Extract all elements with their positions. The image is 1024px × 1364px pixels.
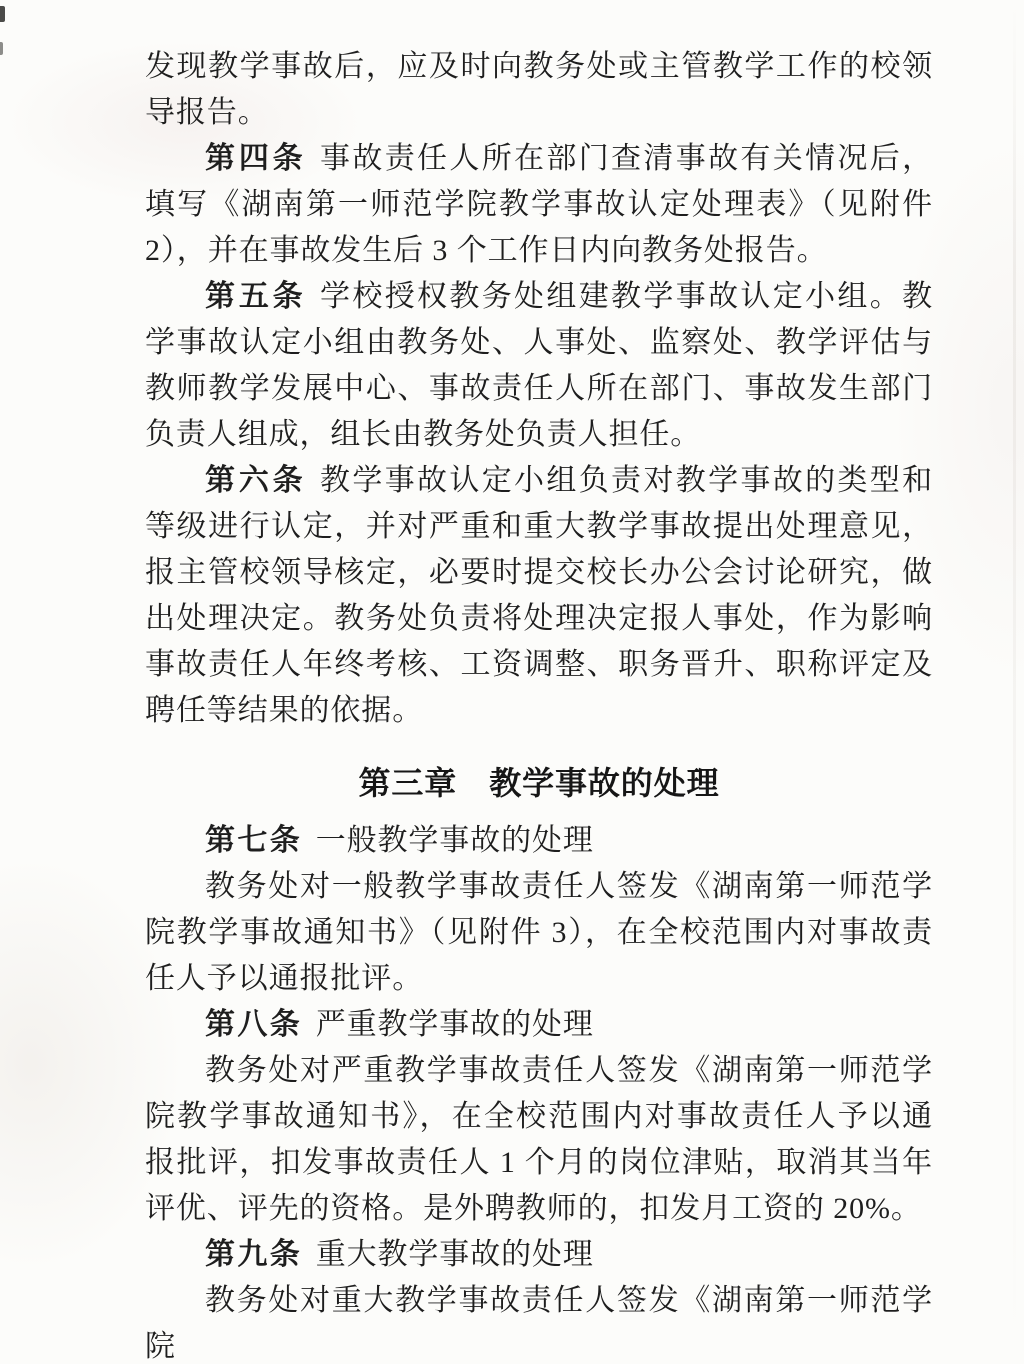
- article-6-text: 教学事故认定小组负责对教学事故的类型和等级进行认定，并对严重和重大教学事故提出处理意见，报主管校领导核定，必要时提交校长办公会讨论研究，做出处理决定。教务处负责将处理决定报人事处，作为影响事故责任人年终考核、工资调整、职务晋升、职称评定及聘任等结果的依据。: [145, 464, 933, 727]
- chapter-heading: [145, 760, 933, 806]
- chapter-number: 第三章: [358, 765, 458, 801]
- article-5-label: 第五条: [205, 280, 307, 313]
- scan-edge-artifact: [0, 6, 5, 22]
- chapter-title: 教学事故的处理: [489, 765, 720, 801]
- article-4-label: 第四条: [205, 142, 307, 175]
- document-text-column: [145, 44, 933, 1364]
- paragraph-article-9-body-cutoff: 教务处对重大教学事故责任人签发《湖南第一师范学院: [145, 1284, 933, 1363]
- article-7-text: 一般教学事故的处理: [315, 824, 594, 857]
- paragraph-article-8-body: 教务处对严重教学事故责任人签发《湖南第一师范学院教学事故通知书》，在全校范围内对事故责任人予以通报批评，扣发事故责任人 1 个月的岗位津贴，取消其当年评优、评先的资格。是外聘教师的，扣发月工资的 20%。: [145, 1054, 933, 1225]
- article-4-text: 事故责任人所在部门查清事故有关情况后，填写《湖南第一师范学院教学事故认定处理表》（见附件 2），并在事故发生后 3 个工作日内向教务处报告。: [145, 142, 933, 267]
- paragraph-article-5: [145, 274, 933, 458]
- article-5-text: 学校授权教务处组建教学事故认定小组。教学事故认定小组由教务处、人事处、监察处、教学评估与教师教学发展中心、事故责任人所在部门、事故发生部门负责人组成，组长由教务处负责人担任。: [145, 280, 933, 451]
- article-8-text: 严重教学事故的处理: [315, 1008, 594, 1041]
- paragraph-article-7: [145, 818, 933, 864]
- paragraph-continuation: 发现教学事故后，应及时向教务处或主管教学工作的校领导报告。: [145, 50, 933, 129]
- paragraph-article-4: [145, 136, 933, 274]
- paragraph-article-6: [145, 458, 933, 734]
- article-9-label: 第九条: [205, 1238, 303, 1271]
- article-7-label: 第七条: [205, 824, 303, 857]
- article-6-label: 第六条: [205, 464, 307, 497]
- paragraph-article-8: [145, 1002, 933, 1048]
- paragraph-article-7-body: 教务处对一般教学事故责任人签发《湖南第一师范学院教学事故通知书》（见附件 3），在全校范围内对事故责任人予以通报批评。: [145, 870, 933, 995]
- scan-edge-shadow: [1013, 0, 1016, 1364]
- paragraph-article-9: [145, 1232, 933, 1278]
- article-9-text: 重大教学事故的处理: [315, 1238, 594, 1271]
- article-8-label: 第八条: [205, 1008, 303, 1041]
- scan-edge-artifact: [0, 42, 3, 55]
